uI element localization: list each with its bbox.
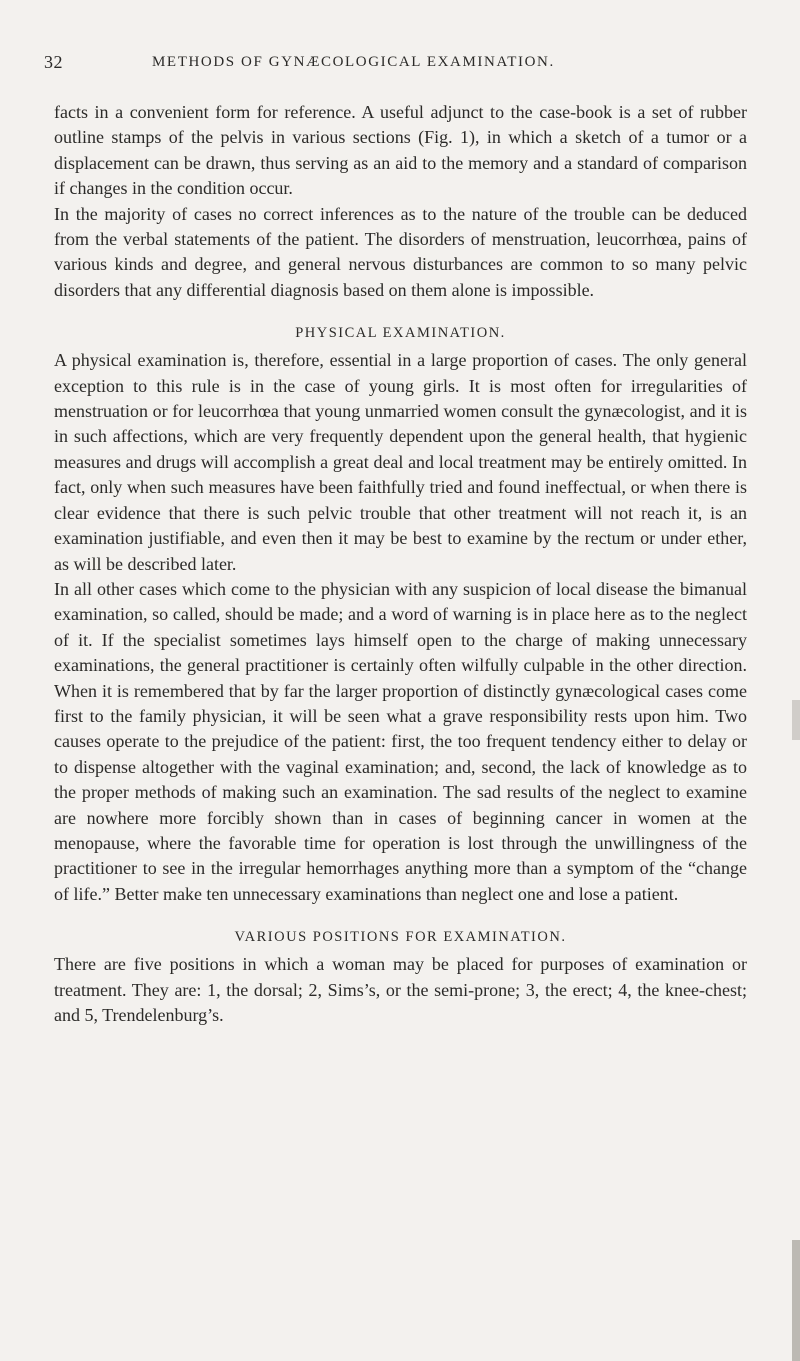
paragraph-bimanual-examination: In all other cases which come to the physician with any suspicion of local disease the bimanual examination, so called, should be made; and a word of warning is in place here as to the neglect of it. If the specialist sometimes lays himself open to the charge of making unnecessary examinations, the general practitioner is certainly often wilfully culpable in the other direction. When it is remembered that by far the larger proportion of distinctly gynæcological cases come first to the family physician, it will be seen what a grave responsibility rests upon him. Two causes operate to the prejudice of the patient: first, the too frequent tendency either to delay or to dispense altogether with the vaginal examination; and, second, the lack of knowledge as to the proper methods of making such an examination. The sad results of the neglect to examine are nowhere more forcibly shown than in cases of beginning cancer in women at the menopause, where the favorable time for operation is lost through the unwillingness of the practitioner to see in the irregular hemorrhages anything more than a symptom of the “change of life.” Better make ten unnecessary examinations than neglect one and lose a patient. bbox=[54, 578, 747, 904]
running-head bbox=[44, 52, 744, 76]
page-edge-shadow bbox=[792, 1240, 800, 1361]
section-heading-various-positions: VARIOUS POSITIONS FOR EXAMINATION. bbox=[234, 929, 567, 946]
paragraph-five-positions: There are five positions in which a woman may be placed for purposes of examination or treatment. They are: 1, the dorsal; 2, Sims’s, or the semi-prone; 3, the erect; 4, the knee-chest; and 5, Trendelenburg’s. bbox=[54, 954, 747, 1025]
page-number: 32 bbox=[44, 52, 63, 72]
section-heading-physical-examination: PHYSICAL EXAMINATION. bbox=[295, 325, 506, 342]
page-edge-shadow bbox=[792, 700, 800, 740]
paragraph-physical-examination: A physical examination is, therefore, essential in a large proportion of cases. The only general exception to this rule is in the case of young girls. It is most often for irregularities of menstruation or for leucorrhœa that young unmarried women consult the gynæcologist, and it is in such affections, which are very frequently dependent upon the general health, that hygienic measures and drugs will accomplish a great deal and local treatment may be entirely omitted. In fact, only when such measures have been faithfully tried and found ineffectual, or when there is clear evidence that there is such pelvic trouble that other treatment will not reach it, is an examination justifiable, and even then it may be best to examine by the rectum or under ether, as will be described later. bbox=[54, 350, 747, 574]
paragraph-continuation: facts in a convenient form for reference. A useful adjunct to the case-book is a set of rubber outline stamps of the pelvis in various sections (Fig. 1), in which a sketch of a tumor or a displacement can be drawn, thus serving as an aid to the memory and a standard of comparison if changes in the condition occur. bbox=[54, 102, 747, 199]
running-title: METHODS OF GYNÆCOLOGICAL EXAMINATION. bbox=[152, 54, 555, 70]
body-text bbox=[54, 100, 747, 1028]
paragraph-inferences: In the majority of cases no correct inferences as to the nature of the trouble can be deduced from the verbal statements of the patient. The disorders of menstruation, leucorrhœa, pains of various kinds and degree, and general nervous disturbances are common to so many pelvic disorders that any differential diagnosis based on them alone is impossible. bbox=[54, 203, 747, 300]
